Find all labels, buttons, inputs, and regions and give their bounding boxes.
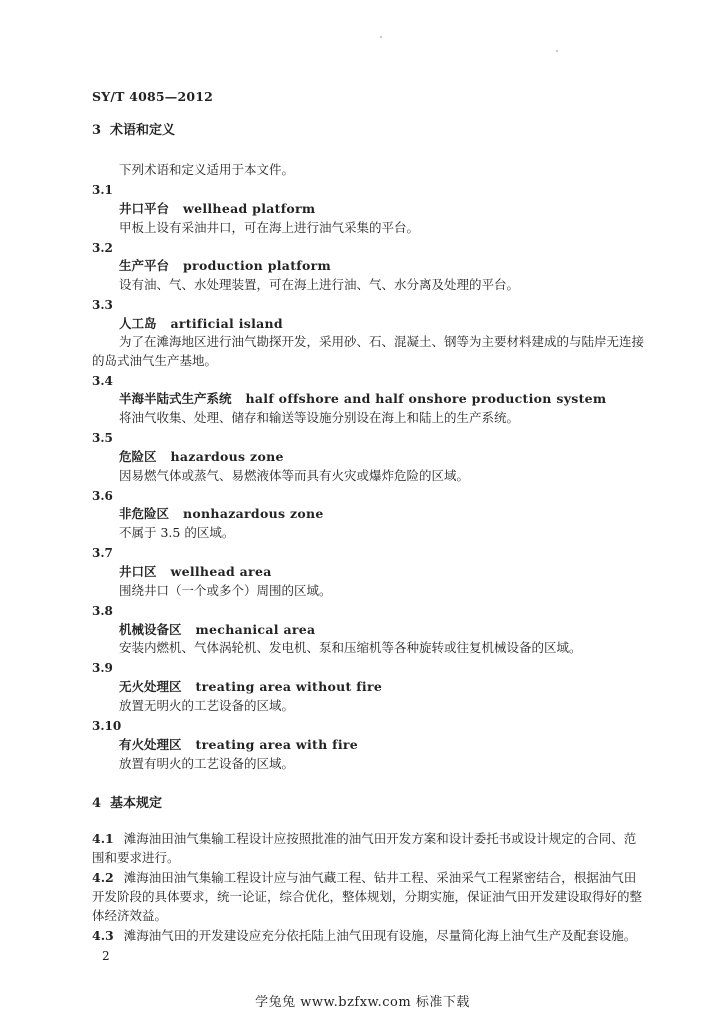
term-number: 3.10: [92, 719, 122, 733]
term-heading: [119, 451, 284, 464]
clause-number: 4.3: [92, 928, 114, 943]
term-zh: 井口平台: [119, 201, 170, 216]
term-definition-continued: 的岛式油气生产基地。: [92, 353, 218, 368]
term-zh: 人工岛: [119, 316, 157, 331]
term-zh: 危险区: [119, 449, 157, 464]
section-number: 3: [92, 123, 102, 138]
term-zh: 生产平台: [119, 258, 170, 273]
term-en: hazardous zone: [170, 449, 284, 464]
term-heading: [119, 566, 272, 579]
section-3-intro: 下列术语和定义适用于本文件。: [119, 162, 295, 177]
scan-speck: [380, 36, 382, 38]
clause-paragraph: [92, 872, 636, 885]
term-definition: 甲板上设有采油井口，可在海上进行油气采集的平台。: [119, 220, 420, 235]
term-heading: [119, 739, 358, 752]
term-en: half offshore and half onshore production system: [245, 391, 607, 406]
section-title: 术语和定义: [110, 123, 176, 138]
clause-number: 4.2: [92, 870, 114, 885]
term-number: 3.9: [92, 661, 113, 675]
term-en: production platform: [183, 258, 332, 273]
clause-number: 4.1: [92, 831, 114, 846]
term-definition: 放置有明火的工艺设备的区域。: [119, 756, 295, 771]
term-definition: 放置无明火的工艺设备的区域。: [119, 698, 295, 713]
section-4-heading: [92, 797, 162, 810]
section-title: 基本规定: [110, 796, 163, 811]
clause-text-continued: 体经济效益。: [92, 908, 168, 923]
clause-text-continued: 开发阶段的具体要求，统一论证，综合优化，整体规划，分期实施，保证油气田开发建设取得好的整: [92, 889, 643, 904]
clause-text: 滩海油田油气集输工程设计应按照批准的油气田开发方案和设计委托书或设计规定的合同、范: [123, 831, 637, 846]
term-en: mechanical area: [195, 622, 316, 637]
term-number: 3.1: [92, 183, 113, 197]
term-heading: [119, 260, 331, 273]
term-definition: 设有油、气、水处理装置，可在海上进行油、气、水分离及处理的平台。: [119, 277, 520, 292]
section-3-heading: [92, 124, 175, 137]
term-definition: 安装内燃机、气体涡轮机、发电机、泵和压缩机等各种旋转或往复机械设备的区域。: [119, 640, 582, 655]
clause-text-continued: 围和要求进行。: [92, 850, 180, 865]
term-definition: 不属于 3.5 的区域。: [119, 525, 235, 540]
term-definition: 围绕井口（一个或多个）周围的区域。: [119, 583, 332, 598]
watermark-footer: 学兔兔 www.bzfxw.com 标准下载: [255, 995, 470, 1010]
term-heading: [119, 681, 382, 694]
term-number: 3.7: [92, 546, 113, 560]
term-en: artificial island: [170, 316, 283, 331]
term-number: 3.3: [92, 298, 113, 312]
term-number: 3.8: [92, 604, 113, 618]
term-heading: [119, 624, 315, 637]
term-zh: 无火处理区: [119, 679, 182, 694]
term-heading: [119, 508, 324, 521]
page-number: 2: [102, 949, 110, 963]
term-en: treating area without fire: [195, 679, 383, 694]
term-number: 3.4: [92, 374, 113, 388]
clause-text: 滩海油气田的开发建设应充分依托陆上油气田现有设施，尽量简化海上油气生产及配套设施。: [123, 928, 637, 943]
term-definition: 将油气收集、处理、储存和输送等设施分别设在海上和陆上的生产系统。: [119, 410, 520, 425]
standard-code: SY/T 4085—2012: [92, 89, 214, 104]
term-en: wellhead platform: [183, 201, 316, 216]
term-zh: 非危险区: [119, 506, 170, 521]
term-en: treating area with fire: [195, 737, 359, 752]
term-number: 3.2: [92, 241, 113, 255]
term-heading: [119, 393, 606, 406]
section-number: 4: [92, 796, 102, 811]
term-zh: 半海半陆式生产系统: [119, 391, 232, 406]
term-heading: [119, 203, 315, 216]
term-zh: 井口区: [119, 564, 157, 579]
term-heading: [119, 318, 283, 331]
term-number: 3.5: [92, 431, 113, 445]
clause-paragraph: [92, 930, 636, 943]
term-definition: 为了在滩海地区进行油气勘探开发，采用砂、石、混凝土、钢等为主要材料建成的与陆岸无连接: [119, 334, 645, 349]
scan-speck: [556, 50, 558, 52]
term-zh: 机械设备区: [119, 622, 182, 637]
term-zh: 有火处理区: [119, 737, 182, 752]
clause-paragraph: [92, 833, 636, 846]
clause-text: 滩海油田油气集输工程设计应与油气藏工程、钻井工程、采油采气工程紧密结合，根据油气田: [123, 870, 637, 885]
term-en: wellhead area: [170, 564, 272, 579]
term-number: 3.6: [92, 489, 113, 503]
term-definition: 因易燃气体或蒸气、易燃液体等而具有火灾或爆炸危险的区域。: [119, 468, 470, 483]
term-en: nonhazardous zone: [183, 506, 324, 521]
